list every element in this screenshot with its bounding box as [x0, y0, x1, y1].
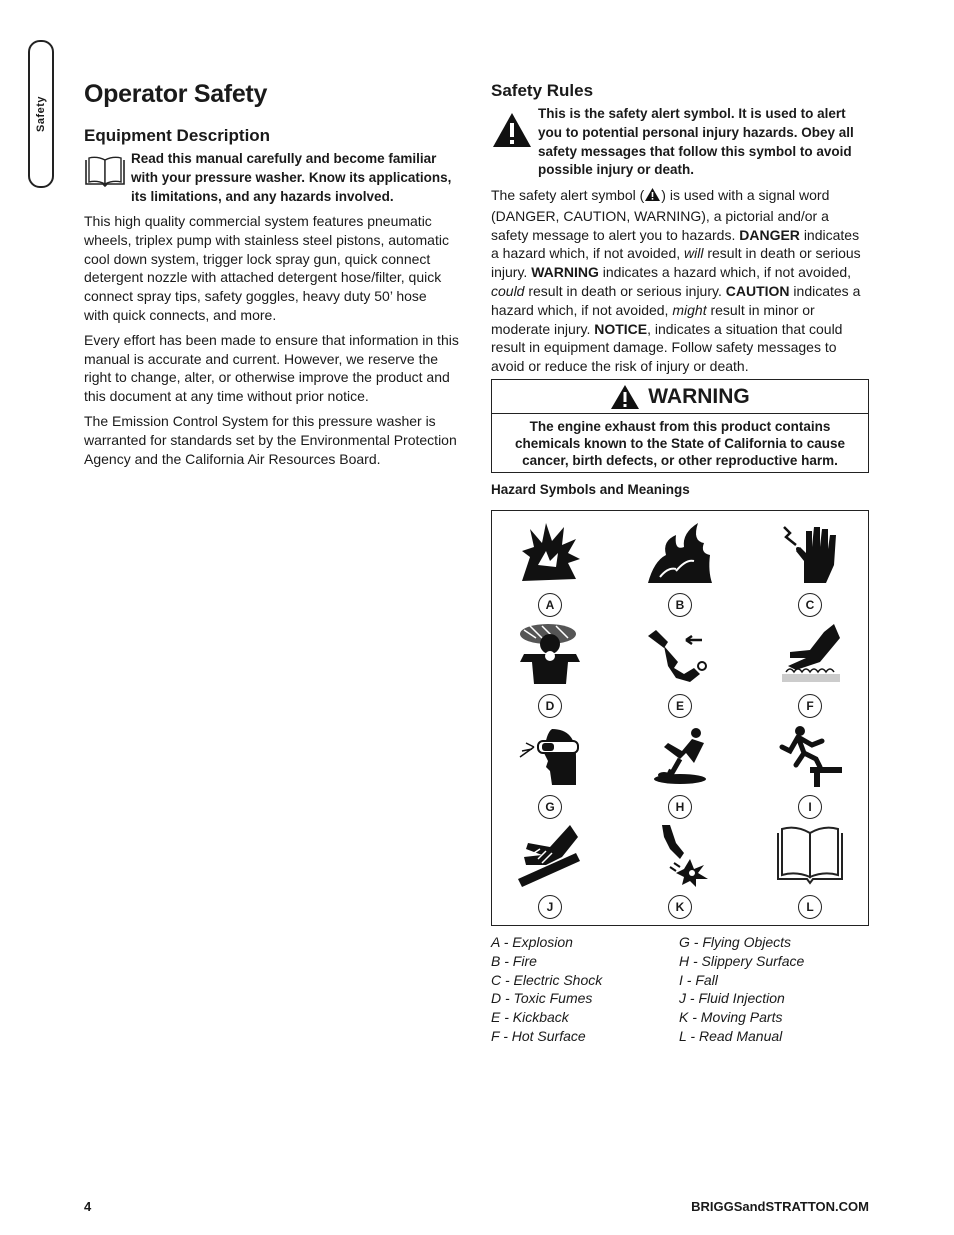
- read-manual-icon: [84, 154, 126, 188]
- moving-parts-icon: [646, 823, 714, 887]
- page-number: 4: [84, 1199, 92, 1214]
- hazard-fire: [630, 521, 730, 617]
- legend-item: H - Slippery Surface: [679, 952, 805, 969]
- equipment-paragraph: The Emission Control System for this pressure washer is warranted for standards set by the Environmental Protection Agency and the California Air Resources Board.: [84, 412, 457, 467]
- text-segment: indicates a hazard which, if not avoided,: [491, 282, 861, 318]
- signal-word-paragraph: [491, 186, 869, 376]
- warning-icon: [610, 384, 640, 410]
- hazard-kickback: [630, 622, 730, 718]
- fire-icon: [646, 521, 714, 585]
- website-link[interactable]: BRIGGSandSTRATTON.COM: [691, 1199, 869, 1214]
- equipment-heading: Equipment Description: [84, 126, 271, 145]
- legend-item: D - Toxic Fumes: [491, 990, 593, 1007]
- hazard-letter: D: [538, 694, 562, 718]
- text-segment: , indicates a situation that could result in equipment damage. Follow safety messages to avoid or reduce the risk of injury or death.: [491, 320, 843, 375]
- hazard-symbols-grid: [491, 510, 869, 926]
- hazard-hot-surface: [760, 622, 860, 718]
- text-segment: result in death or serious injury.: [528, 282, 722, 299]
- legend-item: F - Hot Surface: [491, 1027, 586, 1044]
- hazard-slippery-surface: [630, 723, 730, 819]
- safety-rules-heading: Safety Rules: [491, 81, 594, 100]
- legend-item: K - Moving Parts: [679, 1009, 783, 1026]
- legend-item: L - Read Manual: [679, 1027, 783, 1044]
- fluid-injection-icon: [516, 823, 584, 887]
- toxic-fumes-icon: [516, 622, 584, 686]
- warning-box: [491, 379, 869, 473]
- inline-alert-icon: [644, 187, 661, 207]
- could-word: could: [491, 282, 525, 299]
- electric-shock-icon: [776, 521, 844, 585]
- warning-title: WARNING: [648, 384, 750, 408]
- caution-word: CAUTION: [725, 282, 790, 299]
- text-segment: indicates a hazard which, if not avoided,: [602, 264, 852, 281]
- read-manual-icon: [776, 823, 844, 887]
- legend-item: C - Electric Shock: [491, 971, 603, 988]
- hazard-letter: L: [798, 895, 822, 919]
- legend-item: J - Fluid Injection: [679, 990, 785, 1007]
- side-tab-label: Safety: [35, 95, 47, 133]
- warning-text: The engine exhaust from this product contains chemicals known to the State of California to cause cancer, birth defects, or other reproductive harm.: [514, 419, 846, 468]
- flying-objects-icon: [516, 723, 584, 787]
- danger-word: DANGER: [739, 226, 800, 243]
- legend-item: B - Fire: [491, 952, 537, 969]
- kickback-icon: [646, 622, 714, 686]
- hazard-moving-parts: [630, 823, 730, 919]
- hazard-explosion: [500, 521, 600, 617]
- hazard-fall: [760, 723, 860, 819]
- legend-item: E - Kickback: [491, 1009, 569, 1026]
- hazard-letter: H: [668, 795, 692, 819]
- warning-header: [492, 380, 868, 414]
- explosion-icon: [516, 521, 584, 585]
- hazard-letter: C: [798, 593, 822, 617]
- equipment-body: [84, 212, 464, 474]
- text-segment: ) is used with a signal word (DANGER, CAUTION, WARNING), a pictorial and/or a safety message to alert you to hazards.: [491, 187, 830, 243]
- equipment-paragraph: Every effort has been made to ensure that information in this manual is accurate and current. However, we reserve the right to change, alter, or otherwise improve the product and this document at any time without prior notice.: [84, 331, 459, 405]
- text-segment: indicates a hazard which, if not avoided,: [491, 226, 860, 262]
- hazard-legend-left: [491, 933, 671, 1046]
- hazard-letter: F: [798, 694, 822, 718]
- side-tab: [28, 40, 54, 188]
- text-segment: result in minor or moderate injury.: [491, 301, 815, 337]
- text-segment: result in death or serious injury.: [491, 245, 861, 281]
- will-word: will: [684, 245, 704, 262]
- hazard-letter: J: [538, 895, 562, 919]
- hazard-letter: I: [798, 795, 822, 819]
- hazard-letter: A: [538, 593, 562, 617]
- hazard-read-manual: [760, 823, 860, 919]
- legend-item: G - Flying Objects: [679, 934, 792, 950]
- might-word: might: [672, 301, 707, 318]
- notice-word: NOTICE: [594, 320, 648, 337]
- hazard-letter: B: [668, 593, 692, 617]
- equipment-notice: Read this manual carefully and become familiar with your pressure washer. Know its applications, its limitations, and any hazards involved.: [131, 151, 452, 204]
- hazard-fluid-injection: [500, 823, 600, 919]
- legend-item: A - Explosion: [491, 934, 573, 950]
- hot-surface-icon: [776, 622, 844, 686]
- safety-alert-text: This is the safety alert symbol. It is used to alert you to potential personal injury hazards. Obey all safety messages that follow this symbol to avoid possible injury or death.: [538, 106, 854, 178]
- hazard-toxic-fumes: [500, 622, 600, 718]
- legend-item: I - Fall: [679, 971, 718, 988]
- hazard-letter: K: [668, 895, 692, 919]
- hazards-heading: Hazard Symbols and Meanings: [491, 482, 690, 497]
- hazard-electric-shock: [760, 521, 860, 617]
- safety-alert-icon: [491, 111, 533, 149]
- hazard-legend-right: [679, 933, 869, 1046]
- hazard-letter: E: [668, 694, 692, 718]
- text-segment: The safety alert symbol (: [491, 187, 645, 203]
- equipment-paragraph: This high quality commercial system features pneumatic wheels, triplex pump with stainless steel pistons, automatic cool down system, trigger lock spray gun, quick connect detergent nozzle with attached detergent hose/filter, quick connect spray tips, safety goggles, heavy duty 50’ hose with quick connects, and more.: [84, 213, 449, 323]
- hazard-letter: G: [538, 795, 562, 819]
- slippery-surface-icon: [646, 723, 714, 787]
- hazard-flying-objects: [500, 723, 600, 819]
- fall-icon: [776, 723, 844, 787]
- page-title: Operator Safety: [84, 80, 268, 108]
- warning-word: WARNING: [531, 264, 599, 281]
